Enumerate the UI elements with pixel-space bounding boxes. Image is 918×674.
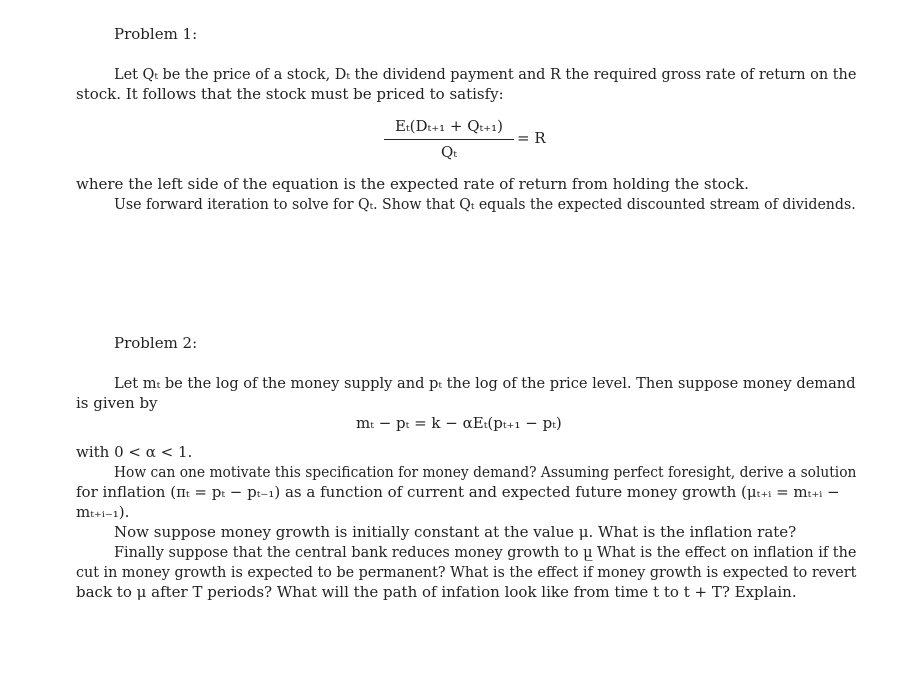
- problem-2-heading: Problem 2:: [114, 334, 198, 352]
- problem-2-question-2: Now suppose money growth is initially constant at the value μ. What is the inflation rate?: [114, 523, 797, 541]
- equation-denominator: Qₜ: [441, 143, 457, 161]
- problem-2-question-3-line-2: cut in money growth is expected to be permanent? What is the effect if money growth is expected to revert: [76, 563, 857, 581]
- problem-2-intro-line-2: is given by: [76, 394, 158, 412]
- problem-2-intro-line-1: Let mₜ be the log of the money supply and pₜ the log of the price level. Then suppose money demand: [114, 374, 856, 392]
- problem-2-equation: mₜ − pₜ = k − αEₜ(pₜ₊₁ − pₜ): [356, 414, 562, 432]
- fraction-bar: [384, 139, 514, 140]
- problem-1-intro-line-1: Let Qₜ be the price of a stock, Dₜ the dividend payment and R the required gross rate of return on the: [114, 65, 857, 83]
- problem-1-intro-line-2: stock. It follows that the stock must be priced to satisfy:: [76, 85, 504, 103]
- problem-2-question-3-line-3: back to μ after T periods? What will the path of infation look like from time t to t + T? Explain.: [76, 583, 797, 601]
- problem-2-condition: with 0 < α < 1.: [76, 443, 193, 461]
- problem-1-after-equation: where the left side of the equation is the expected rate of return from holding the stock.: [76, 175, 749, 193]
- equation-rhs: = R: [517, 129, 546, 147]
- problem-1-task: Use forward iteration to solve for Qₜ. Show that Qₜ equals the expected discounted stream of dividends.: [114, 195, 856, 213]
- equation-numerator: Eₜ(Dₜ₊₁ + Qₜ₊₁): [394, 117, 504, 135]
- problem-1-heading: Problem 1:: [114, 25, 198, 43]
- problem-2-question-3-line-1: Finally suppose that the central bank reduces money growth to μ̲ What is the effect on inflation if the: [114, 543, 857, 561]
- problem-1-equation-fraction: [384, 117, 514, 161]
- problem-2-question-1-line-3: mₜ₊ᵢ₋₁).: [76, 503, 130, 521]
- problem-2-question-1-line-2: for inflation (πₜ = pₜ − pₜ₋₁) as a function of current and expected future money growth (μₜ₊ᵢ = mₜ₊ᵢ −: [76, 483, 840, 501]
- problem-2-question-1-line-1: How can one motivate this specification for money demand? Assuming perfect foresight, derive a solution: [114, 463, 857, 481]
